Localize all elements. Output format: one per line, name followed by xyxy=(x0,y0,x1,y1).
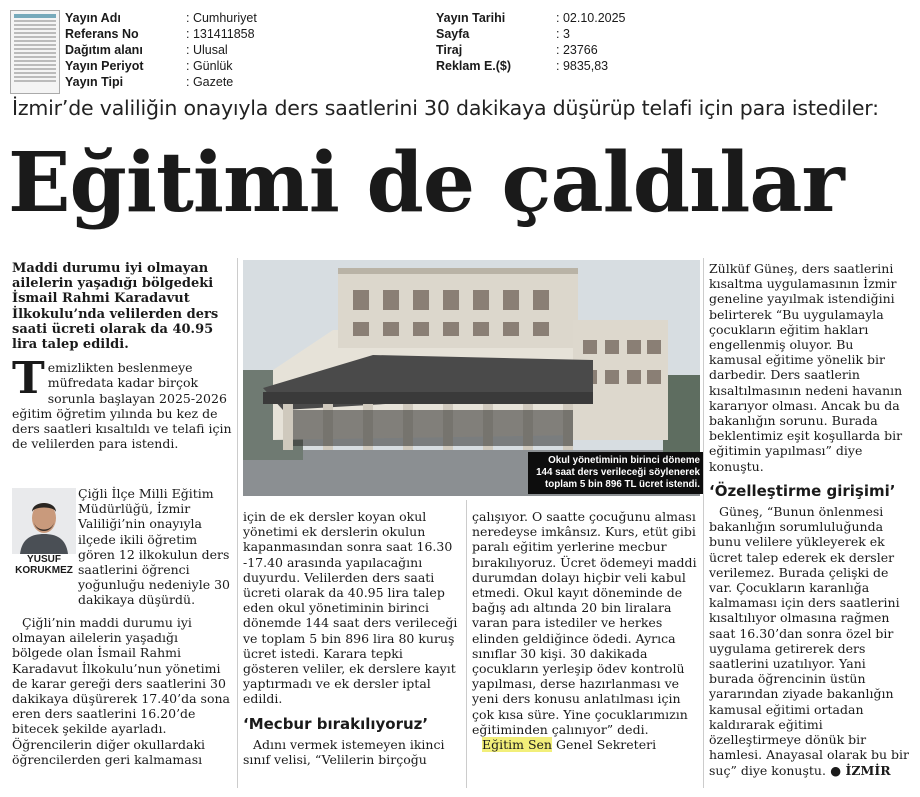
highlighted-term: Eğitim Sen xyxy=(482,737,552,753)
author-photo xyxy=(12,488,76,554)
publication-metadata xyxy=(0,8,920,92)
col4-p2-text: Güneş, “Bunun önlenmesi bakanlığın sorumluluğunda bunu velilere yükleyerek ek ücret talep ederek ek dersler verilemez. Burada çelişki de var. Çocukların karanlığa kalmaması için ders saatlerini kısaltılıyor olmasına rağmen saat 16.30’dan sonra özel bir uygulama getirerek ders saatlerini uzatılıyor. Yani burada öğrencinin üstün yararından ziyade bakanlığın kamusal eğitimi ortadan kaldırarak eğitimi özelleştirmeye dönük bir hamlesi. Anayasal olarak bu bir suç” diye konuştu. xyxy=(709,504,909,778)
column-1-wrap xyxy=(78,486,232,608)
meta-label: Tiraj xyxy=(436,43,463,57)
meta-value: : 9835,83 xyxy=(556,59,609,73)
drop-cap: T xyxy=(12,353,45,405)
meta-value: : Gazete xyxy=(186,75,234,89)
lead-paragraph: Maddi durumu iyi olmayan ailelerin yaşadığı bölgedeki İsmail Rahmi Karadavut İlkokulu’nda velilerden ders saati ücreti olarak da 40.95 lira talep edildi. xyxy=(12,261,219,353)
intro-paragraph xyxy=(12,353,232,452)
column-divider xyxy=(466,500,467,788)
paragraph-col2: için de ek dersler koyan okul yönetimi ek derslerin okulun kapanmasından sonra saat 16.30 -17.40 arasında yapılacağını duyurdu. Velilerden ders saati ücreti olarak da 40.95 lira talep eden okul yönetiminin birinci dönemde 144 saat ders verileceği ve toplam 5 bin 896 lira 80 kuruş ücret istedi. Karara tepki gösteren veliler, ek derslere kayıt yaptırmadı ve ek dersler iptal edildi. xyxy=(243,509,458,707)
meta-label: Referans No xyxy=(65,27,139,41)
column-4 xyxy=(709,261,909,778)
page-thumbnail xyxy=(10,10,60,94)
meta-label: Yayın Adı xyxy=(65,11,121,25)
author-name: YUSUF KORUKMEZ xyxy=(15,554,73,576)
col3-end-text: Genel Sekreteri xyxy=(551,737,657,753)
meta-value: : 23766 xyxy=(556,43,598,57)
intro-text: emizlikten beslenmeye müfredata kadar birçok sorunla başlayan 2025-2026 eğitim öğretim yılında bu kez de ders saatleri kısaltıldı ve telafi için de velilerden para istendi. xyxy=(12,360,232,452)
photo-caption: Okul yönetiminin birinci döneme 144 saat ders verileceği söylenerek toplam 5 bin 896 TL ücret istendi. xyxy=(528,452,704,494)
meta-value: : 3 xyxy=(556,27,570,41)
column-3 xyxy=(472,509,698,752)
paragraph-col4-b xyxy=(709,504,909,778)
subheading-mecbur: ‘Mecbur bırakılıyoruz’ xyxy=(243,714,429,733)
column-1 xyxy=(12,261,232,451)
meta-label: Reklam E.($) xyxy=(436,59,512,73)
column-1-bottom xyxy=(12,615,232,767)
author-photo-box xyxy=(12,488,76,594)
subheading-ozellestirme: ‘Özelleştirme girişimi’ xyxy=(709,481,896,500)
kicker-headline: İzmir’de valiliğin onayıyla ders saatlerini 30 dakikaya düşürüp telafi için para istediler: xyxy=(12,96,879,120)
meta-value: : Ulusal xyxy=(186,43,228,57)
column-2 xyxy=(243,509,459,767)
meta-label: Yayın Tarihi xyxy=(436,11,506,25)
paragraph-col2-b: Adını vermek istemeyen ikinci sınıf velisi, “Velilerin birçoğu xyxy=(243,736,445,768)
meta-label: Sayfa xyxy=(436,27,470,41)
meta-label: Dağıtım alanı xyxy=(65,43,143,57)
meta-label: Yayın Tipi xyxy=(65,75,124,89)
meta-value: : 131411858 xyxy=(186,27,255,41)
paragraph-col4: Zülküf Güneş, ders saatlerini kısaltma uygulamasının İzmir geneline yayılmak istendiğini belirterek “Bu uygulamayla çocukların eğitim hakları engellenmiş oluyor. Bu kamusal eğitime yönelik bir darbedir. Ders saatlerin kısaltılmasının nedeni havanın kararıyor olması. Ancak bu da bakanlığın sorunu. Burada beklentimiz eşit koşullarda bir eğitimin yapılması” diye konuştu. xyxy=(709,261,903,474)
paragraph-col3-b xyxy=(472,737,698,752)
column-divider xyxy=(703,258,704,788)
dateline: ● İZMİR xyxy=(825,762,891,778)
column-divider xyxy=(237,258,238,788)
main-headline: Eğitimi de çaldılar xyxy=(8,135,844,231)
paragraph-col3: çalışıyor. O saatte çocuğunu alması neredeyse imkânsız. Kurs, etüt gibi paralı eğitim yerlerine mecbur bırakılıyoruz. Ücret ödemeyi maddi durumdan dolayı hiçbir veli kabul etmedi. Okul kayıt döneminde de bağış adı altında 20 bin liralara varan para istediler ve herkes elinden geldiğince ödedi. Ayrıca sınıflar 30 kişi. 30 dakikada çocukların yerleşip ödev kontrolü yapılması, derse hazırlanması ve yeni ders konusu anlatılması için çok kısa süre. Yine çocuklarımızın eğitiminden çalınıyor” dedi. xyxy=(472,509,697,737)
meta-value: : Günlük xyxy=(186,59,233,73)
meta-value: : Cumhuriyet xyxy=(186,11,257,25)
paragraph-2: Çiğli’nin maddi durumu iyi olmayan ailelerin yaşadığı bölgede olan İsmail Rahmi Karadavut İlkokulu’nun yönetimi de karar gereği ders saatlerini 30 dakikaya düşürerek 17.40’da sona eren ders saatlerini 16.20’de bitecek şekilde ayarladı. Öğrencilerin diğer okullardaki öğrencilerden geri kalmaması xyxy=(12,615,230,767)
meta-label: Yayın Periyot xyxy=(65,59,144,73)
meta-value: : 02.10.2025 xyxy=(556,11,626,25)
wrap-paragraph: Çiğli İlçe Milli Eğitim Müdürlüğü, İzmir Valiliği’nin onayıyla ilçede ikili öğretim gören 12 ilkokulun ders saatlerini öğrenci yoğunluğu nedeniyle 30 dakikaya düşürdü. xyxy=(78,486,230,608)
